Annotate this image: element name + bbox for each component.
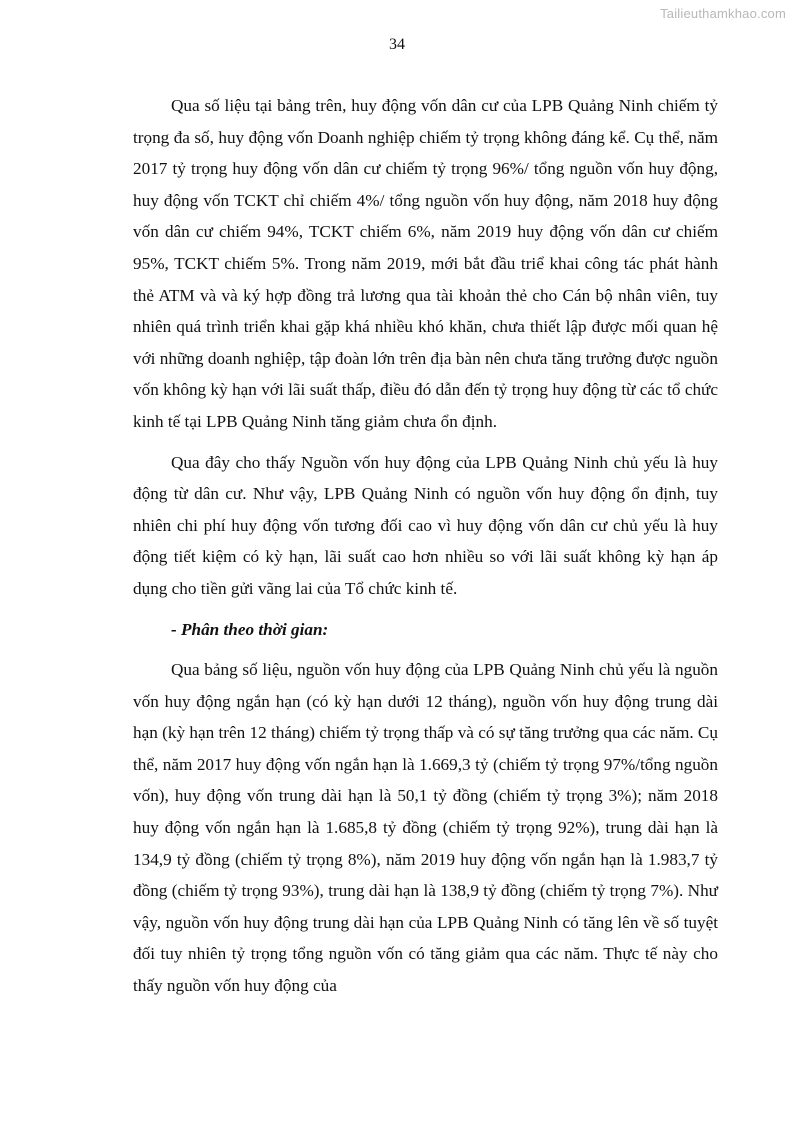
paragraph-deposit-structure: Qua số liệu tại bảng trên, huy động vốn dân cư của LPB Quảng Ninh chiếm tỷ trọng đa số, huy động vốn Doanh nghiệp chiếm tỷ trọng không đáng kể. Cụ thể, năm 2017 tỷ trọng huy động vốn dân cư chiếm tỷ trọng 96%/ tổng nguồn vốn huy động, huy động vốn TCKT chỉ chiếm 4%/ tổng nguồn vốn huy động, năm 2018 huy động vốn dân cư chiếm 94%, TCKT chiếm 6%, năm 2019 huy động vốn dân cư chiếm 95%, TCKT chiếm 5%. Trong năm 2019, mới bắt đầu triể khai công tác phát hành thẻ ATM và và ký hợp đồng trả lương qua tài khoản thẻ cho Cán bộ nhân viên, tuy nhiên quá trình triển khai gặp khá nhiều khó khăn, chưa thiết lập được mối quan hệ với những doanh nghiệp, tập đoàn lớn trên địa bàn nên chưa tăng trưởng được nguồn vốn không kỳ hạn với lãi suất thấp, điều đó dẫn đến tỷ trọng huy động từ các tổ chức kinh tế tại LPB Quảng Ninh tăng giảm chưa ổn định. [133, 96, 718, 431]
paragraph-conclusion: Qua đây cho thấy Nguồn vốn huy động của LPB Quảng Ninh chủ yếu là huy động từ dân cư. Như vậy, LPB Quảng Ninh có nguồn vốn huy động ổn định, tuy nhiên chi phí huy động vốn tương đối cao vì huy động vốn dân cư chủ yếu là huy động tiết kiệm có kỳ hạn, lãi suất cao hơn nhiều so với lãi suất không kỳ hạn áp dụng cho tiền gửi vãng lai của Tổ chức kinh tế. [133, 452, 718, 598]
watermark: Tailieuthamkhao.com [660, 6, 786, 21]
section-heading-by-time: - Phân theo thời gian: [171, 619, 329, 639]
document-body [133, 90, 718, 1011]
paragraph-by-term: Qua bảng số liệu, nguồn vốn huy động của LPB Quảng Ninh chủ yếu là nguồn vốn huy động ngắn hạn (có kỳ hạn dưới 12 tháng), nguồn vốn huy động trung dài hạn (kỳ hạn trên 12 tháng) chiếm tỷ trọng thấp và có sự tăng trưởng qua các năm. Cụ thể, năm 2017 huy động vốn ngắn hạn là 1.669,3 tỷ (chiếm tỷ trọng 97%/tổng nguồn vốn), huy động vốn trung dài hạn là 50,1 tỷ đồng (chiếm tỷ trọng 3%); năm 2018 huy động vốn ngắn hạn là 1.685,8 tỷ đồng (chiếm tỷ trọng 92%), trung dài hạn là 134,9 tỷ đồng (chiếm tỷ trọng 8%), năm 2019 huy động vốn ngắn hạn là 1.983,7 tỷ đồng (chiếm tỷ trọng 93%), trung dài hạn là 138,9 tỷ đồng (chiếm tỷ trọng 7%). Như vậy, nguồn vốn huy động trung dài hạn của LPB Quảng Ninh có tăng lên về số tuyệt đối tuy nhiên tỷ trọng tổng nguồn vốn có tăng giảm qua các năm. Thực tế này cho thấy nguồn vốn huy động của [133, 660, 718, 996]
page-number: 34 [389, 36, 405, 53]
